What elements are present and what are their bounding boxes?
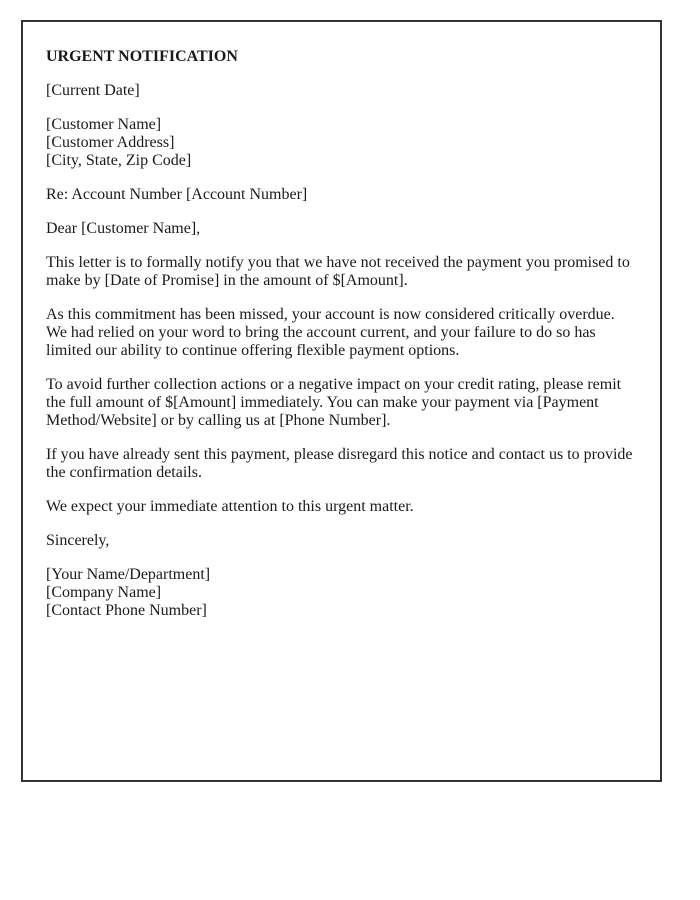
signature-company: [Company Name]	[46, 584, 162, 601]
salutation: Dear [Customer Name],	[46, 220, 201, 237]
body-paragraph-4: If you have already sent this payment, please disregard this notice and contact us to provide the confirmation details.	[46, 446, 633, 481]
body-paragraph-1: This letter is to formally notify you that we have not received the payment you promised to make by [Date of Promise] in the amount of $[Amount].	[46, 254, 630, 289]
recipient-city-state-zip: [City, State, Zip Code]	[46, 152, 192, 169]
recipient-block	[46, 116, 633, 170]
body-paragraph-5: We expect your immediate attention to this urgent matter.	[46, 498, 414, 515]
subject-line: Re: Account Number [Account Number]	[46, 186, 308, 203]
recipient-name: [Customer Name]	[46, 116, 162, 133]
signature-contact-phone: [Contact Phone Number]	[46, 602, 207, 619]
letter-title: URGENT NOTIFICATION	[46, 48, 238, 65]
body-paragraph-2: As this commitment has been missed, your account is now considered critically overdue. We had relied on your word to bring the account current, and your failure to do so has limited our ability to continue offering flexible payment options.	[46, 306, 615, 359]
closing: Sincerely,	[46, 532, 110, 549]
signature-name-department: [Your Name/Department]	[46, 566, 211, 583]
recipient-address: [Customer Address]	[46, 134, 175, 151]
body-paragraph-3: To avoid further collection actions or a negative impact on your credit rating, please remit the full amount of $[Amount] immediately. You can make your payment via [Payment Method/Website] or by calling us at [Phone Number].	[46, 376, 622, 429]
signature-block	[46, 566, 633, 620]
date-line: [Current Date]	[46, 82, 140, 99]
letter-frame	[21, 20, 662, 782]
